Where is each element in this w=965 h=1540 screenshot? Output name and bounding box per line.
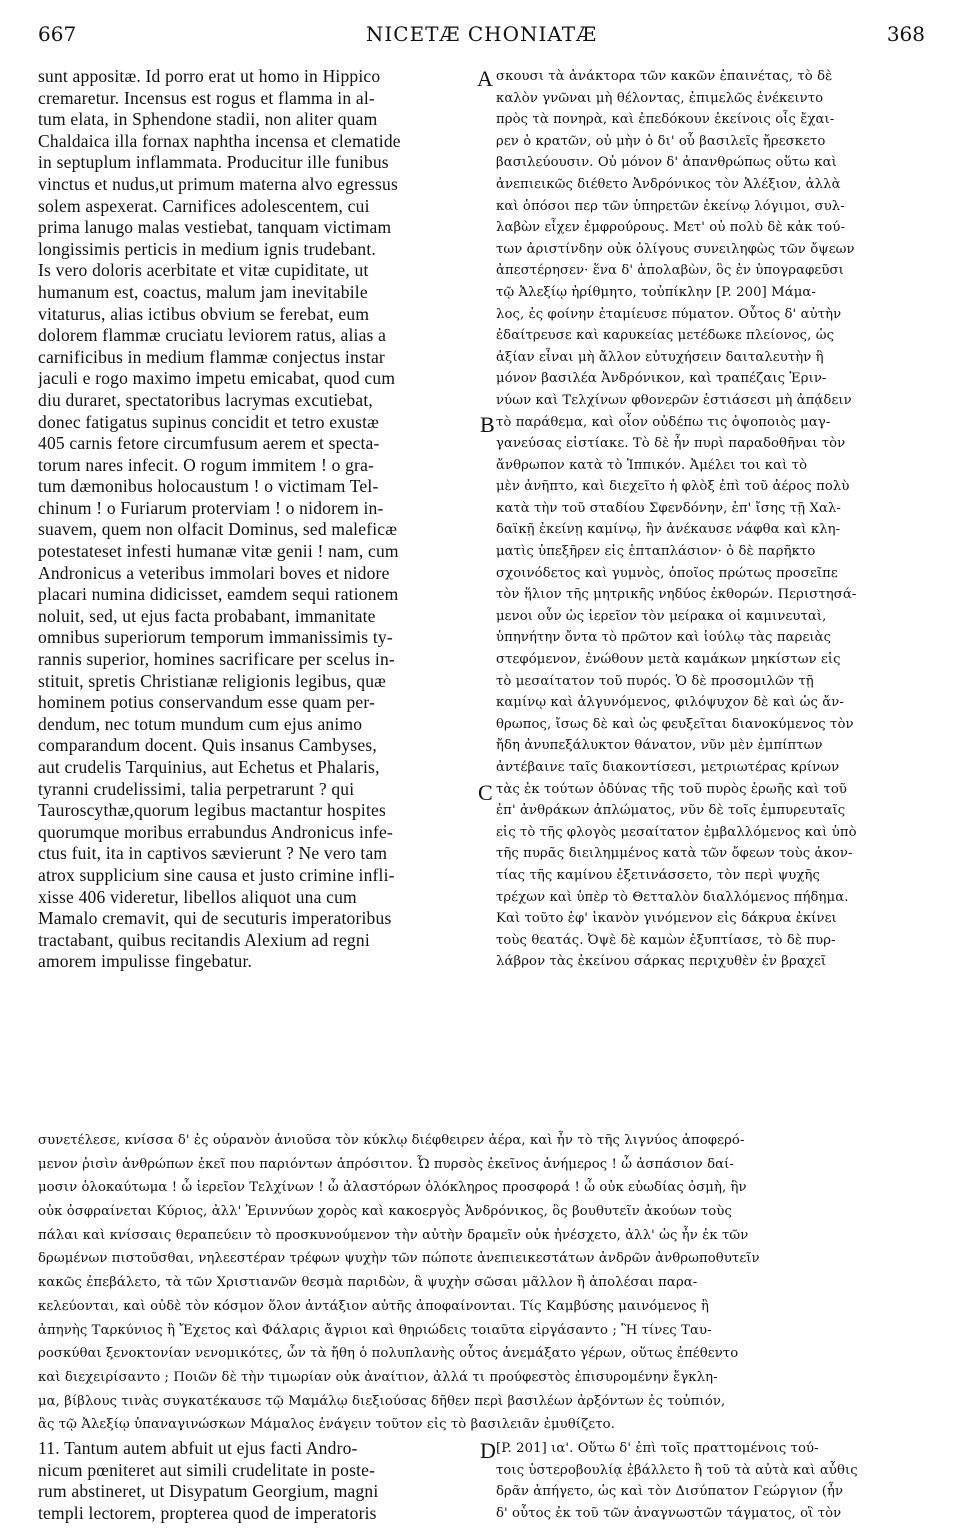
latin-line: vinctus et nudus,ut primum materna alvo egressus xyxy=(38,173,399,194)
greek-full-width-block xyxy=(38,1129,928,1437)
greek-line: ἐπ' ἀνθράκων ἀπλώματος, νῦν δὲ τοῖς ἐμπυρευταῖς xyxy=(496,803,846,819)
greek-line: τοὺς θεατάς. Ὀψὲ δὲ καμὼν ἐξυπτίασε, τὸ δὲ πυρ- xyxy=(496,932,836,948)
latin-line: placari numina didicisset, eamdem sequi rationem xyxy=(38,584,399,605)
greek-line: στεφόμενον, ἐνώθουν μετὰ καμάκων μηκίστων εἰς xyxy=(496,652,841,668)
latin-line: xisse 406 videretur, libellos aliquot una cum xyxy=(38,886,357,907)
greek-full-line: κακῶς ἐπεβάλετο, τὰ τῶν Χριστιανῶν θεσμὰ παριδὼν, ἃ ψυχὴν σῶσαι μᾶλλον ἢ ἀπολέσαι παρα- xyxy=(38,1275,698,1291)
greek-full-line: συνετέλεσε, κνίσσα δ' ἐς οὐρανὸν ἀνιοῦσα τὸν κύκλῳ διέφθειρεν ἀέρα, καὶ ἦν τὸ τῆς λιγνύος ἀποφερό- xyxy=(38,1133,745,1148)
greek-line: ἀπεστέρησεν· ἕνα δ' ἀπολαβὼν, ὃς ἐν ὑπογραφεῦσι xyxy=(496,263,844,279)
greek-line: ἀντέβαινε ταῖς διακοντίσεσι, μετριωτέρας κρίνων xyxy=(496,760,840,775)
greek-line: τοις ὑστεροβουλίᾳ ἐβάλλετο ἢ τοῦ τὰ αὐτὰ καὶ αὖθις xyxy=(496,1462,858,1478)
latin-line: torum nares infecit. O rogum immitem ! o gra- xyxy=(38,454,375,475)
greek-line: τῆς πυρᾶς διειλημμένος κατὰ τῶν ὄφεων τοὺς ἀκον- xyxy=(496,846,853,862)
latin-line: noluit, sed, ut ejus facta probabant, immanitate xyxy=(38,605,376,626)
latin-line: Mamalo cremavit, qui de secuturis imperatoribus xyxy=(38,908,392,929)
greek-line: λος, ἐς φοίνην ἐταμίευσε πύματον. Οὗτος δ' αὐτὴν xyxy=(496,306,842,322)
greek-full-line: οὐκ ὀσφραίνεται Κύριος, ἀλλ' Ἐριννύων χορὸς καὶ κακοεργὸς Ἀνδρόνικος, ὃς βουθυτεῖν ἀκούων τοὺς xyxy=(38,1204,732,1220)
greek-line: νύων καὶ Τελχίνων φθονερῶν ἑστιάσεσι μὴ ἀπᾴδειν xyxy=(496,392,852,408)
latin-column-top xyxy=(38,66,478,973)
greek-full-line: μενον ῥισὶν ἀνθρώπων ἐκεῖ που παριόντων ἀπρόσιτον. Ὦ πυρσὸς ἐκεῖνος ἀνήμερος ! ὦ ἀσπάσιον δαί- xyxy=(38,1156,734,1172)
greek-line: καὶ ὁπόσοι περ τῶν ὑπηρετῶν ἐκείνῳ λόγιμοι, συλ- xyxy=(496,198,845,214)
latin-line: dendum, nec totum mundum cum ejus animo xyxy=(38,713,363,734)
latin-line: jaculi e rogo maximo impetu emicabat, quod cum xyxy=(38,368,396,389)
running-title: NICETÆ CHONIATÆ xyxy=(365,22,598,46)
latin-line: vitaturus, alias ictibus obvium se ferebat, eum xyxy=(38,303,370,324)
section-marker-a: A xyxy=(477,66,493,91)
greek-line: γανεύσας εἰστίακε. Τὸ δὲ ἦν πυρὶ παραδοθῆναι τὸν xyxy=(496,436,846,452)
greek-line: ματὶς ὑπεξῆρεν εἰς ἑπταπλάσιον· ὁ δὲ παρῆκτο xyxy=(496,544,816,560)
latin-line: carnificibus in medium flammæ conjectus instar xyxy=(38,346,385,367)
greek-line: ἄνθρωπον κατὰ τὸ Ἱππικόν. Ἀμέλει τοι καὶ τὸ xyxy=(496,457,808,473)
latin-line: rum abstineret, ut Disypatum Georgium, magni xyxy=(38,1481,379,1502)
greek-line: των ἀριστίνδην οὐκ ὀλίγους συνειληφὼς τῶν ὄψεων xyxy=(496,241,855,257)
greek-line: τίας τῆς καμίνου ἐξετινάσσετο, τὸν περὶ ψυχῆς xyxy=(496,867,820,883)
greek-column-top xyxy=(496,66,928,973)
greek-line: μόνον βασιλέα Ἀνδρόνικον, καὶ τραπέζαις Ἐριν- xyxy=(496,371,827,387)
latin-line: 405 carnis fetore circumfusum aerem et specta- xyxy=(38,433,380,454)
latin-line: dolorem flammæ cruciatu leviorem ratus, alias a xyxy=(38,325,387,346)
latin-line: potestateset infesti humanæ vitæ genii ! nam, cum xyxy=(38,541,399,562)
greek-line: θρωπος, ἴσως δὲ καὶ ὡς φευξεῖται διανοκύμενος τὸν xyxy=(496,716,854,732)
greek-line: λάβρον τὰς ἐκείνου σάρκας περιχυθὲν ἐν βραχεῖ xyxy=(496,954,827,970)
latin-line: suavem, quem non olfacit Dominus, sed maleficæ xyxy=(38,519,398,540)
greek-line: τῷ Ἀλεξίῳ ἠρίθμητο, τοὐπίκλην [P. 200] Μάμα- xyxy=(496,284,816,300)
latin-column-bottom xyxy=(38,1438,478,1524)
greek-line: σχοινόδετος καὶ γυμνὸς, ὁποῖος πρώτως προσεῖπε xyxy=(496,565,838,581)
greek-line: καλὸν γνῶναι μὴ θέλοντας, ἐπιμελῶς ἐνέκειντο xyxy=(496,90,824,106)
greek-full-line: δρωμένων πιστοῦσθαι, νηλεεστέραν τρέφων ψυχὴν τῶν πώποτε ἀνεπιεικεστάτων ἀνδρῶν ἀνθρωποθυτεῖν xyxy=(38,1251,760,1267)
latin-line: quorumque moribus errabundus Andronicus infe- xyxy=(38,821,394,842)
greek-line: λαβὼν εἶχεν ἐμφρούρους. Μετ' οὐ πολὺ δὲ κἀκ τού- xyxy=(496,220,846,236)
greek-full-line: ροσκύθαι ξενοκτονίαν νενομικότες, ὧν τὰ ἤθη ὁ πολυπλανὴς οὗτος ἀνεμάξατο γέρων, οὕτως ἐπέθεντο xyxy=(38,1346,739,1362)
latin-line: atrox supplicium sine causa et justo crimine infli- xyxy=(38,864,395,885)
page-number-left: 667 xyxy=(38,22,77,46)
latin-line: tractabant, quibus recitandis Alexium ad regni xyxy=(38,929,370,950)
latin-line: comparandum docent. Quis insanus Cambyses, xyxy=(38,735,377,756)
running-header xyxy=(38,22,925,52)
greek-line: μενοι οὖν ὡς ἱερεῖον τὸν μείρακα οἱ καμινευταὶ, xyxy=(496,608,827,624)
latin-line: Chaldaica illa fornax naphtha incensa et clematide xyxy=(38,130,401,151)
latin-line: solem aspexerat. Carnifices adolescentem, cui xyxy=(38,195,370,216)
greek-line: ἐδαίτρευσε καὶ καρυκείας μετέδωκε πλείονος, ὡς xyxy=(496,328,835,344)
greek-line: κατὰ τὴν τοῦ σταδίου Σφενδόνην, ἐπ' ἴσης τῇ Χαλ- xyxy=(496,500,841,516)
latin-line: longissimis perticis in medium ignis trudebant. xyxy=(38,238,376,259)
latin-line: 11. Tantum autem abfuit ut ejus facti Andro- xyxy=(38,1438,358,1458)
page-number-right: 368 xyxy=(886,22,925,46)
greek-line: ἤδη ἀνυπεξάλυκτον θάνατον, νῦν μὲν ἐμπίπτων xyxy=(496,738,823,754)
latin-line: tum dæmonibus holocaustum ! o victimam Tel- xyxy=(38,476,379,497)
latin-line: hominem potius conservandum esse quam per- xyxy=(38,692,376,713)
greek-full-line: ἀπηνὴς Ταρκύνιος ἢ Ἔχετος καὶ Φάλαρις ἄγριοι καὶ θηριώδεις τοιαῦτα εἰργάσαντο ; Ἢ τίνες Ταυ- xyxy=(38,1322,712,1338)
greek-line: βασιλεύουσιν. Οὐ μόνον δ' ἀπανθρώπως οὕτω καὶ xyxy=(496,155,837,171)
greek-line: σκουσι τὰ ἀνάκτορα τῶν κακῶν ἐπαινέτας, τὸ δὲ xyxy=(496,69,833,84)
latin-line: tum elata, in Sphendone stadii, non aliter quam xyxy=(38,109,378,130)
greek-full-line: κελεύονται, καὶ οὐδὲ τὸν κόσμον ὅλον ἀντάξιον αὐτῆς ἀποφαίνονται. Τίς Καμβύσης μαινόμενος ἢ xyxy=(38,1298,709,1314)
greek-full-line: πάλαι καὶ κνίσσαις θεραπεύειν τὸ προσκυνούμενον τὴν αὐτὴν δραμεῖν οὐκ ἠνέσχετο, ἀλλ' ὡς ἦν ἐκ τῶν xyxy=(38,1227,749,1243)
greek-full-line: μα, βίβλους τινὰς συγκατέκαυσε τῷ Μαμάλῳ διεξιούσας δῆθεν περὶ βασιλέων ἀρξόντων ἐς τοὐπιόν, xyxy=(38,1393,726,1409)
latin-line: ctus fuit, ita in captivos sævierunt ? Ne vero tam xyxy=(38,843,388,864)
section-marker-c: C xyxy=(478,780,493,805)
greek-line: τὰς ἐκ τούτων ὀδύνας τῆς τοῦ πυρὸς ἐρωῆς καὶ τοῦ xyxy=(496,781,847,797)
greek-column-bottom xyxy=(496,1438,928,1524)
greek-line: τὸν ἥλιον τῆς μητρικῆς νηδύος ἐκθορών. Περιστησά- xyxy=(496,587,857,603)
latin-line: humanum est, coactus, malum jam inevitabile xyxy=(38,281,368,302)
latin-line: nicum pœniteret aut simili crudelitate in poste- xyxy=(38,1459,376,1480)
greek-line: μὲν ἀνῆπτο, καὶ διεχεῖτο ἡ φλὸξ ἐπὶ τοῦ ἀέρος πολὺ xyxy=(496,479,850,495)
greek-line: δαϊκῇ ἐκείνῃ καμίνῳ, ἣν ἀνέκαυσε νάφθα καὶ κλη- xyxy=(496,522,841,538)
greek-line: δ' οὗτος ἐκ τοῦ τῶν ἀναγνωστῶν τάγματος, οἳ τὸν xyxy=(496,1505,842,1521)
greek-full-line: μοσιν ὁλοκαύτωμα ! ὦ ἱερεῖον Τελχίνων ! ὦ ἀλαστόρων ὁλόκληρος προσφορά ! ὦ οὐκ εὐωδίας ὀσμὴ, ἣν xyxy=(38,1180,747,1196)
latin-line: donec fatigatus supinus concidit et tetro exustæ xyxy=(38,411,380,432)
latin-line: tyranni crudelissimi, talia perpetrarunt ? qui xyxy=(38,778,355,799)
greek-line: εἰς τὸ τῆς φλογὸς μεσαίτατον ἐμβαλλόμενος καὶ ὑπὸ xyxy=(496,824,857,840)
greek-full-line: καὶ διεχειρίσαντο ; Ποιῶν δὲ τὴν τιμωρίαν οὐκ ἀναίτιον, ἀλλά τι προύφεστὸς ἐπισυρομένην ἔγκλη- xyxy=(38,1369,718,1385)
greek-line: ἀξίαν εἶναι μὴ ἄλλον εὐτυχήσειν δαιταλευτὴν ἢ xyxy=(496,349,824,365)
greek-line: ἀνεπιεικῶς διέθετο Ἀνδρόνικος τὸν Ἀλέξιον, ἀλλὰ xyxy=(496,176,841,192)
latin-line: sunt appositæ. Id porro erat ut homo in Hippico xyxy=(38,66,381,86)
latin-line: stituit, spretis Christianæ religionis legibus, quæ xyxy=(38,670,387,691)
greek-full-line: ἃς τῷ Ἀλεξίῳ ὑπαναγινώσκων Μάμαλος ἐνάγειν τοῦτον εἰς τὸ βασιλειᾶν ἐμυθίζετο. xyxy=(38,1417,615,1433)
latin-line: Andronicus a veteribus immolari boves et nidore xyxy=(38,562,390,583)
greek-line: τρέχων καὶ ὑπὲρ τὸ Θετταλὸν διαλλόμενος πήδημα. xyxy=(496,889,849,905)
latin-line: in septuplum inflammata. Producitur ille funibus xyxy=(38,152,389,173)
greek-line: δρᾶν ἀπήγετο, ὡς καὶ τὸν Δισύπατον Γεώργιον (ἦν xyxy=(496,1484,844,1500)
greek-line: τὸ παράθεμα, καὶ οἷον οὐδέπω τις ὀψοποιὸς μαγ- xyxy=(496,414,831,430)
greek-line: καμίνῳ καὶ ἀλγυνόμενος, φιλόψυχον δὲ καὶ ὡς ἄν- xyxy=(496,695,844,711)
latin-line: Is vero doloris acerbitate et vitæ cupiditate, ut xyxy=(38,260,369,281)
latin-line: diu duraret, spectatoribus lacrymas excutiebat, xyxy=(38,389,373,410)
greek-line: Καὶ τοῦτο ἐφ' ἱκανὸν γινόμενον εἰς δάκρυα ἐκίνει xyxy=(496,911,837,927)
latin-line: Tauroscythæ,quorum legibus mactantur hospites xyxy=(38,800,386,821)
latin-line: chinum ! o Furiarum proterviam ! o nidorem in- xyxy=(38,497,384,518)
section-marker-b: B xyxy=(480,412,495,437)
latin-line: templi lectorem, propterea quod de imperatoris xyxy=(38,1502,377,1523)
greek-line: τὸ μεσαίτατον τοῦ πυρός. Ὁ δὲ προσομιλῶν τῇ xyxy=(496,673,814,689)
greek-line: [P. 201] ια'. Οὕτω δ' ἐπὶ τοῖς πραττομένοις τού- xyxy=(496,1441,819,1456)
latin-line: aut crudelis Tarquinius, aut Echetus et Phalaris, xyxy=(38,757,380,777)
latin-line: prima lanugo malas vestiebat, tanquam victimam xyxy=(38,217,392,238)
greek-line: πρὸς τὰ πονηρὰ, καὶ ἐπεδόκουν ἐκείνοις οἷς ἔχαι- xyxy=(496,112,835,128)
latin-line: cremaretur. Incensus est rogus et flamma in al- xyxy=(38,87,375,108)
greek-line: ρεν ὁ κρατῶν, οὐ μὴν ὁ δι' οὗ βασιλεῖς ἤρεσκετο xyxy=(496,133,826,149)
latin-line: rannis superior, homines sacrificare per scelus in- xyxy=(38,649,395,670)
greek-line: ὑπηνήτην ὄντα τὸ πρῶτον καὶ ἰούλῳ τὰς παρειὰς xyxy=(496,630,832,646)
latin-line: amorem impulisse fingebatur. xyxy=(38,951,253,972)
section-marker-d: D xyxy=(480,1438,496,1463)
latin-line: omnibus superiorum temporum immanissimis ty- xyxy=(38,627,393,648)
